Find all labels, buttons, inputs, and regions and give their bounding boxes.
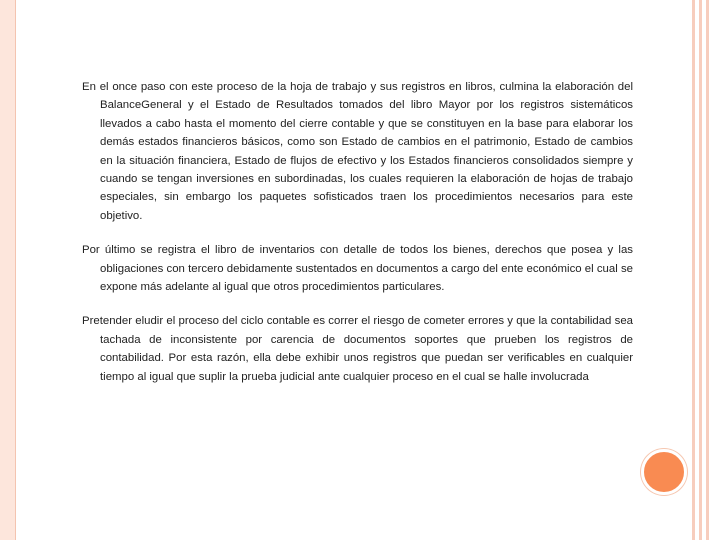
body-text xyxy=(82,78,633,437)
paragraph-1: En el once paso con este proceso de la hoja de trabajo y sus registros en libros, culmina la elaboración del BalanceGeneral y el Estado de Resultados tomados del libro Mayor por los registros sistemáticos llevados a cabo hasta el momento del cierre contable y que se constituyen en la base para elaborar los demás estados financieros básicos, como son Estado de cambios en el patrimonio, Estado de cambios en la situación financiera, Estado de flujos de efectivo y los Estados financieros consolidados siempre y cuando se tengan inversiones en subordinadas, los cuales requieren la elaboración de hojas de trabajo especiales, sin embargo los paquetes sofisticados traen los procedimientos necesarios para este objetivo. xyxy=(82,81,633,222)
paragraph-2: Por último se registra el libro de inventarios con detalle de todos los bienes, derechos que posea y las obligaciones con tercero debidamente sustentados en documentos a cargo del ente económico el cual se expone más adelante al igual que otros procedimientos particulares. xyxy=(82,244,633,294)
paragraph-3: Pretender eludir el proceso del ciclo contable es correr el riesgo de cometer errores y que la contabilidad sea tachada de inconsistente por carencia de documentos soportes que prueben los registros de contabilidad. Por esta razón, ella debe exhibir unos registros que puedan ser verificables en cualquier tiempo al igual que suplir la prueba judicial ante cualquier proceso en el cual se halle involucrada xyxy=(82,315,633,383)
border-stripe xyxy=(706,0,709,540)
border-stripe xyxy=(692,0,695,540)
left-decorative-border xyxy=(0,0,16,540)
border-stripe xyxy=(699,0,702,540)
right-decorative-border xyxy=(692,0,720,540)
decorative-circle-icon xyxy=(641,449,687,495)
